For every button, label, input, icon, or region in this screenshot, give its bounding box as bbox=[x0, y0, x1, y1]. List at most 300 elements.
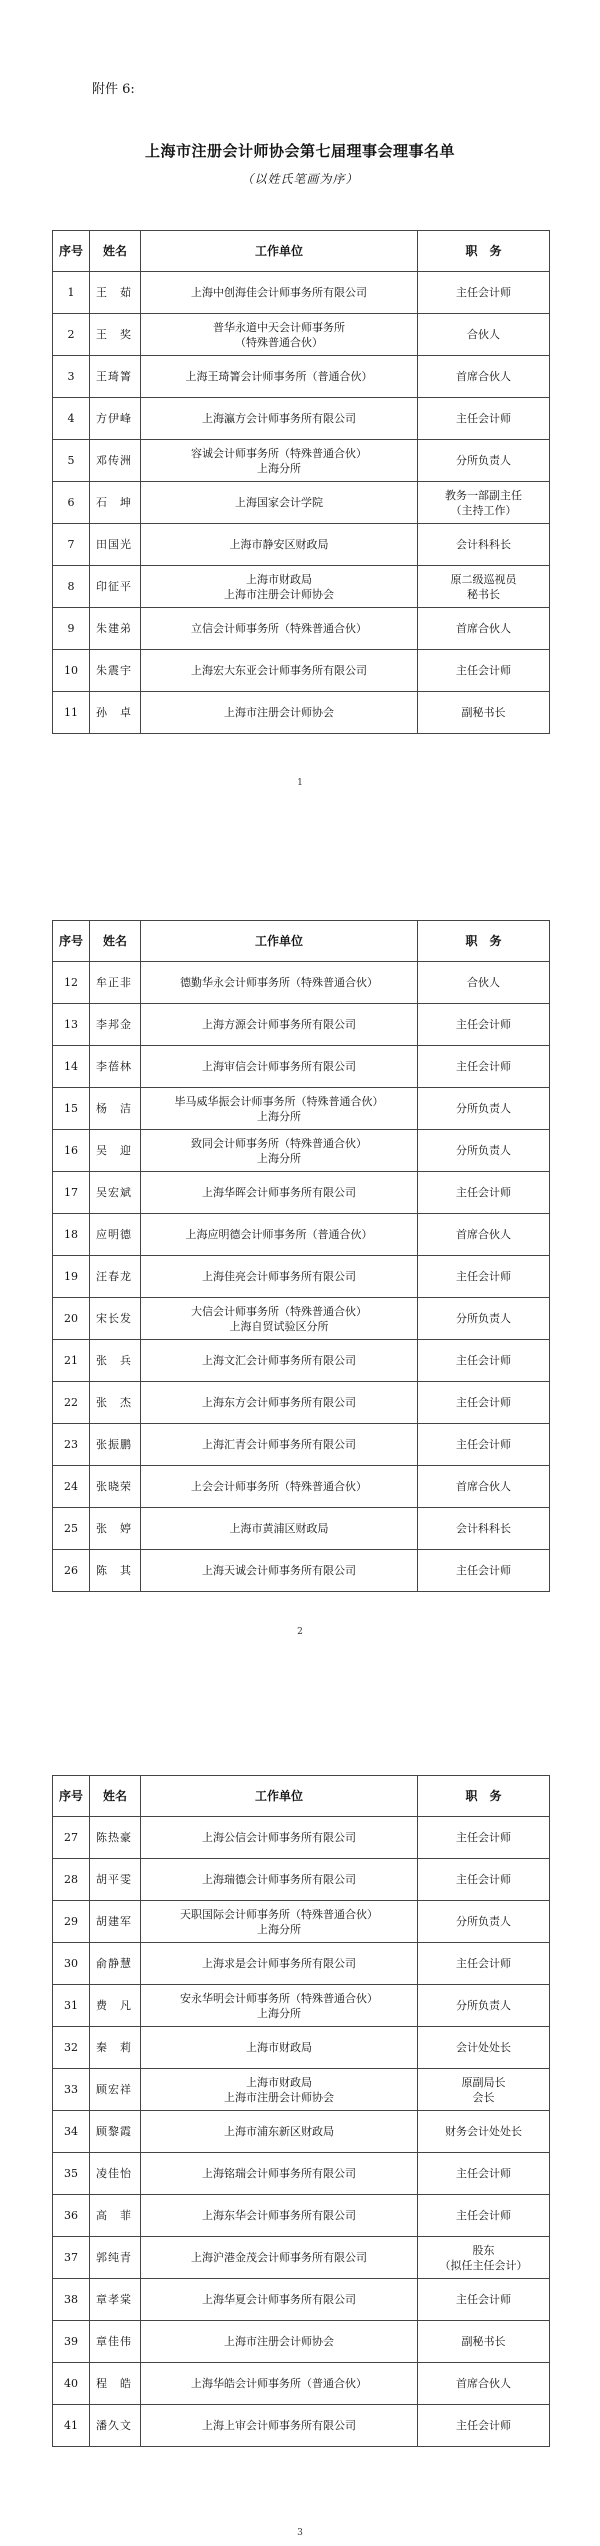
unit-line: 上海分所 bbox=[257, 1109, 301, 1123]
cell-unit bbox=[141, 356, 418, 398]
cell-no: 34 bbox=[53, 2111, 90, 2153]
cell-position bbox=[418, 2279, 550, 2321]
position-line: 主任会计师 bbox=[456, 1564, 511, 1577]
cell-name: 张 杰 bbox=[90, 1382, 141, 1424]
position-line: 主任会计师 bbox=[456, 1831, 511, 1844]
cell-position bbox=[418, 1817, 550, 1859]
position-line: 教务一部副主任 bbox=[445, 488, 522, 502]
cell-name: 郭纯青 bbox=[90, 2237, 141, 2279]
cell-name: 胡平雯 bbox=[90, 1859, 141, 1901]
cell-no: 36 bbox=[53, 2195, 90, 2237]
cell-no: 38 bbox=[53, 2279, 90, 2321]
table-row bbox=[53, 1466, 550, 1508]
cell-name: 秦 莉 bbox=[90, 2027, 141, 2069]
unit-line: 上海市黄浦区财政局 bbox=[229, 1522, 329, 1535]
cell-unit bbox=[141, 1256, 418, 1298]
table-row bbox=[53, 398, 550, 440]
roster-table-page-1 bbox=[52, 230, 550, 734]
cell-unit bbox=[141, 314, 418, 356]
cell-name: 顾宏祥 bbox=[90, 2069, 141, 2111]
position-line: 会长 bbox=[472, 2090, 495, 2104]
unit-line: 上海沪港金茂会计师事务所有限公司 bbox=[191, 2251, 367, 2264]
position-line: 合伙人 bbox=[467, 328, 500, 341]
cell-unit bbox=[141, 1550, 418, 1592]
unit-line: 致同会计师事务所（特殊普通合伙） bbox=[191, 1136, 367, 1150]
unit-line: 上海瑞德会计师事务所有限公司 bbox=[202, 1873, 356, 1886]
cell-unit bbox=[141, 1214, 418, 1256]
table-row bbox=[53, 2237, 550, 2279]
cell-name: 胡建军 bbox=[90, 1901, 141, 1943]
position-line: 副秘书长 bbox=[461, 2335, 506, 2348]
page-number: 2 bbox=[297, 1627, 303, 1637]
unit-line: 上海方源会计师事务所有限公司 bbox=[202, 1018, 356, 1031]
cell-position bbox=[418, 2027, 550, 2069]
cell-unit bbox=[141, 1817, 418, 1859]
table-row bbox=[53, 1901, 550, 1943]
position-line: 原副局长 bbox=[461, 2075, 506, 2089]
position-line: 主任会计师 bbox=[456, 1354, 511, 1367]
cell-position bbox=[418, 650, 550, 692]
cell-position bbox=[418, 2069, 550, 2111]
table-row bbox=[53, 2405, 550, 2447]
cell-no: 9 bbox=[53, 608, 90, 650]
unit-line: 上海市浦东新区财政局 bbox=[224, 2125, 334, 2138]
unit-line: 上海市财政局 bbox=[246, 572, 312, 586]
cell-unit bbox=[141, 2279, 418, 2321]
position-line: 主任会计师 bbox=[456, 1438, 511, 1451]
cell-name: 孙 卓 bbox=[90, 692, 141, 734]
unit-line: 上海汇青会计师事务所有限公司 bbox=[202, 1438, 356, 1451]
position-line: 秘书长 bbox=[467, 587, 500, 601]
cell-unit bbox=[141, 482, 418, 524]
position-line: 原二级巡视员 bbox=[450, 572, 517, 586]
table-row bbox=[53, 2195, 550, 2237]
cell-no: 21 bbox=[53, 1340, 90, 1382]
unit-line: 上海分所 bbox=[257, 461, 301, 475]
table-row bbox=[53, 1172, 550, 1214]
cell-unit bbox=[141, 2069, 418, 2111]
position-line: 主任会计师 bbox=[456, 286, 511, 299]
cell-no: 30 bbox=[53, 1943, 90, 1985]
position-line: 财务会计处处长 bbox=[445, 2125, 522, 2138]
cell-position bbox=[418, 2321, 550, 2363]
unit-line: 上海华晖会计师事务所有限公司 bbox=[202, 1186, 356, 1199]
unit-line: 上海市财政局 bbox=[246, 2075, 312, 2089]
table-row bbox=[53, 2153, 550, 2195]
cell-position bbox=[418, 272, 550, 314]
cell-unit bbox=[141, 1004, 418, 1046]
table-row bbox=[53, 1046, 550, 1088]
position-line: 分所负责人 bbox=[456, 1144, 511, 1157]
cell-no: 17 bbox=[53, 1172, 90, 1214]
table-row bbox=[53, 1424, 550, 1466]
unit-line: 天职国际会计师事务所（特殊普通合伙） bbox=[180, 1907, 378, 1921]
unit-line: 上海分所 bbox=[257, 1922, 301, 1936]
unit-line: 上海分所 bbox=[257, 1151, 301, 1165]
unit-line: （特殊普通合伙） bbox=[235, 335, 323, 349]
cell-no: 11 bbox=[53, 692, 90, 734]
attachment-label: 附件 6: bbox=[92, 82, 135, 97]
position-line: 股东 bbox=[472, 2243, 495, 2257]
position-line: 主任会计师 bbox=[456, 2167, 511, 2180]
cell-no: 41 bbox=[53, 2405, 90, 2447]
cell-name: 邓传洲 bbox=[90, 440, 141, 482]
cell-no: 39 bbox=[53, 2321, 90, 2363]
cell-position bbox=[418, 1046, 550, 1088]
cell-name: 吴宏斌 bbox=[90, 1172, 141, 1214]
unit-line: 上海自贸试验区分所 bbox=[229, 1319, 329, 1333]
cell-name: 吴 迎 bbox=[90, 1130, 141, 1172]
unit-line: 上海东华会计师事务所有限公司 bbox=[202, 2209, 356, 2222]
table-header-row bbox=[53, 921, 550, 962]
position-line: 主任会计师 bbox=[456, 664, 511, 677]
cell-name: 宋长发 bbox=[90, 1298, 141, 1340]
unit-line: 上海市注册会计师协会 bbox=[224, 2335, 334, 2348]
cell-unit bbox=[141, 1424, 418, 1466]
header-no: 序号 bbox=[53, 921, 90, 962]
position-line: 副秘书长 bbox=[461, 706, 506, 719]
unit-line: 德勤华永会计师事务所（特殊普通合伙） bbox=[180, 976, 378, 989]
header-position: 职 务 bbox=[418, 921, 550, 962]
table-row bbox=[53, 566, 550, 608]
position-line: 分所负责人 bbox=[456, 1102, 511, 1115]
table-row bbox=[53, 1382, 550, 1424]
unit-line: 上海华皓会计师事务所（普通合伙） bbox=[191, 2377, 367, 2390]
header-name: 姓名 bbox=[90, 1776, 141, 1817]
unit-line: 安永华明会计师事务所（特殊普通合伙） bbox=[180, 1991, 378, 2005]
cell-no: 15 bbox=[53, 1088, 90, 1130]
cell-no: 26 bbox=[53, 1550, 90, 1592]
cell-unit bbox=[141, 2237, 418, 2279]
unit-line: 上海华夏会计师事务所有限公司 bbox=[202, 2293, 356, 2306]
cell-name: 张振鹏 bbox=[90, 1424, 141, 1466]
cell-unit bbox=[141, 524, 418, 566]
table-header-row bbox=[53, 231, 550, 272]
unit-line: 上海市财政局 bbox=[246, 2041, 312, 2054]
position-line: 首席合伙人 bbox=[456, 1228, 511, 1241]
cell-name: 程 皓 bbox=[90, 2363, 141, 2405]
unit-line: 上海文汇会计师事务所有限公司 bbox=[202, 1354, 356, 1367]
position-line: 主任会计师 bbox=[456, 412, 511, 425]
cell-no: 23 bbox=[53, 1424, 90, 1466]
cell-no: 29 bbox=[53, 1901, 90, 1943]
cell-position bbox=[418, 1466, 550, 1508]
cell-no: 27 bbox=[53, 1817, 90, 1859]
position-line: 分所负责人 bbox=[456, 1915, 511, 1928]
unit-line: 普华永道中天会计师事务所 bbox=[213, 320, 345, 334]
cell-position bbox=[418, 482, 550, 524]
unit-line: 上海市静安区财政局 bbox=[229, 538, 329, 551]
unit-line: 上海求是会计师事务所有限公司 bbox=[202, 1957, 356, 1970]
cell-position bbox=[418, 2111, 550, 2153]
table-row bbox=[53, 524, 550, 566]
unit-line: 上海天诚会计师事务所有限公司 bbox=[202, 1564, 356, 1577]
position-line: 首席合伙人 bbox=[456, 1480, 511, 1493]
roster-body bbox=[53, 1817, 550, 2447]
position-line: 主任会计师 bbox=[456, 1018, 511, 1031]
cell-name: 田国光 bbox=[90, 524, 141, 566]
position-line: 分所负责人 bbox=[456, 1999, 511, 2012]
cell-name: 陈热豪 bbox=[90, 1817, 141, 1859]
cell-no: 18 bbox=[53, 1214, 90, 1256]
cell-unit bbox=[141, 962, 418, 1004]
unit-line: 上海王琦箐会计师事务所（普通合伙） bbox=[185, 370, 373, 383]
cell-unit bbox=[141, 1943, 418, 1985]
cell-position bbox=[418, 692, 550, 734]
cell-name: 王 奖 bbox=[90, 314, 141, 356]
cell-name: 朱震宇 bbox=[90, 650, 141, 692]
position-line: 主任会计师 bbox=[456, 1270, 511, 1283]
cell-position bbox=[418, 314, 550, 356]
cell-unit bbox=[141, 2195, 418, 2237]
cell-name: 李蓓林 bbox=[90, 1046, 141, 1088]
header-no: 序号 bbox=[53, 231, 90, 272]
unit-line: 上海瀛方会计师事务所有限公司 bbox=[202, 412, 356, 425]
cell-position bbox=[418, 1214, 550, 1256]
cell-unit bbox=[141, 440, 418, 482]
cell-position bbox=[418, 1943, 550, 1985]
unit-line: 上海佳亮会计师事务所有限公司 bbox=[202, 1270, 356, 1283]
cell-no: 22 bbox=[53, 1382, 90, 1424]
cell-no: 10 bbox=[53, 650, 90, 692]
cell-unit bbox=[141, 2321, 418, 2363]
cell-name: 高 菲 bbox=[90, 2195, 141, 2237]
unit-line: 大信会计师事务所（特殊普通合伙） bbox=[191, 1304, 367, 1318]
cell-unit bbox=[141, 1382, 418, 1424]
cell-no: 32 bbox=[53, 2027, 90, 2069]
header-unit: 工作单位 bbox=[141, 231, 418, 272]
cell-position bbox=[418, 1424, 550, 1466]
cell-position bbox=[418, 1130, 550, 1172]
table-row bbox=[53, 440, 550, 482]
unit-line: 上海应明德会计师事务所（普通合伙） bbox=[185, 1228, 373, 1241]
table-row bbox=[53, 2069, 550, 2111]
position-line: 主任会计师 bbox=[456, 1957, 511, 1970]
position-line: （主持工作） bbox=[450, 503, 517, 517]
cell-unit bbox=[141, 1466, 418, 1508]
position-line: 合伙人 bbox=[467, 976, 500, 989]
position-line: 会计科科长 bbox=[456, 1522, 511, 1535]
cell-unit bbox=[141, 1340, 418, 1382]
cell-unit bbox=[141, 1130, 418, 1172]
cell-position bbox=[418, 1340, 550, 1382]
cell-name: 陈 其 bbox=[90, 1550, 141, 1592]
unit-line: 上会会计师事务所（特殊普通合伙） bbox=[191, 1480, 367, 1493]
roster-table-page-3 bbox=[52, 1775, 550, 2447]
cell-name: 章孝棠 bbox=[90, 2279, 141, 2321]
cell-position bbox=[418, 1550, 550, 1592]
roster-body bbox=[53, 272, 550, 734]
cell-unit bbox=[141, 2405, 418, 2447]
cell-no: 16 bbox=[53, 1130, 90, 1172]
cell-name: 张 兵 bbox=[90, 1340, 141, 1382]
position-line: 首席合伙人 bbox=[456, 370, 511, 383]
unit-line: 上海国家会计学院 bbox=[235, 496, 323, 509]
cell-name: 朱建弟 bbox=[90, 608, 141, 650]
cell-unit bbox=[141, 272, 418, 314]
cell-no: 4 bbox=[53, 398, 90, 440]
cell-name: 汪春龙 bbox=[90, 1256, 141, 1298]
cell-no: 13 bbox=[53, 1004, 90, 1046]
cell-unit bbox=[141, 2111, 418, 2153]
cell-no: 3 bbox=[53, 356, 90, 398]
cell-unit bbox=[141, 650, 418, 692]
position-line: 主任会计师 bbox=[456, 1873, 511, 1886]
cell-name: 王琦箐 bbox=[90, 356, 141, 398]
cell-position bbox=[418, 1985, 550, 2027]
cell-no: 28 bbox=[53, 1859, 90, 1901]
table-row bbox=[53, 1340, 550, 1382]
table-row bbox=[53, 2027, 550, 2069]
unit-line: 容诚会计师事务所（特殊普通合伙） bbox=[191, 446, 367, 460]
cell-name: 费 凡 bbox=[90, 1985, 141, 2027]
cell-unit bbox=[141, 566, 418, 608]
cell-name: 印征平 bbox=[90, 566, 141, 608]
cell-unit bbox=[141, 1298, 418, 1340]
cell-position bbox=[418, 566, 550, 608]
unit-line: 上海审信会计师事务所有限公司 bbox=[202, 1060, 356, 1073]
cell-position bbox=[418, 1382, 550, 1424]
cell-position bbox=[418, 2195, 550, 2237]
cell-no: 8 bbox=[53, 566, 90, 608]
cell-name: 俞静慧 bbox=[90, 1943, 141, 1985]
cell-no: 7 bbox=[53, 524, 90, 566]
unit-line: 立信会计师事务所（特殊普通合伙） bbox=[191, 622, 367, 635]
cell-name: 方伊峰 bbox=[90, 398, 141, 440]
cell-position bbox=[418, 398, 550, 440]
position-line: 分所负责人 bbox=[456, 1312, 511, 1325]
table-row bbox=[53, 1985, 550, 2027]
cell-no: 40 bbox=[53, 2363, 90, 2405]
table-row bbox=[53, 650, 550, 692]
position-line: 会计科科长 bbox=[456, 538, 511, 551]
unit-line: 上海中创海佳会计师事务所有限公司 bbox=[191, 286, 367, 299]
cell-name: 顾黎霞 bbox=[90, 2111, 141, 2153]
header-position: 职 务 bbox=[418, 1776, 550, 1817]
cell-unit bbox=[141, 692, 418, 734]
cell-name: 章佳伟 bbox=[90, 2321, 141, 2363]
table-row bbox=[53, 1004, 550, 1046]
cell-no: 1 bbox=[53, 272, 90, 314]
table-row bbox=[53, 1130, 550, 1172]
cell-position bbox=[418, 2363, 550, 2405]
unit-line: 上海上审会计师事务所有限公司 bbox=[202, 2419, 356, 2432]
cell-position bbox=[418, 2405, 550, 2447]
cell-unit bbox=[141, 2027, 418, 2069]
cell-position bbox=[418, 2237, 550, 2279]
cell-unit bbox=[141, 1088, 418, 1130]
cell-name: 应明德 bbox=[90, 1214, 141, 1256]
table-row bbox=[53, 314, 550, 356]
cell-position bbox=[418, 1256, 550, 1298]
cell-position bbox=[418, 608, 550, 650]
unit-line: 毕马威华振会计师事务所（特殊普通合伙） bbox=[174, 1094, 384, 1108]
cell-no: 25 bbox=[53, 1508, 90, 1550]
table-row bbox=[53, 1550, 550, 1592]
position-line: 主任会计师 bbox=[456, 2209, 511, 2222]
unit-line: 上海铭瑞会计师事务所有限公司 bbox=[202, 2167, 356, 2180]
position-line: （拟任主任会计） bbox=[439, 2258, 528, 2272]
position-line: 首席合伙人 bbox=[456, 622, 511, 635]
roster-table-page-2 bbox=[52, 920, 550, 1592]
table-header-row bbox=[53, 1776, 550, 1817]
cell-no: 20 bbox=[53, 1298, 90, 1340]
cell-name: 凌佳怡 bbox=[90, 2153, 141, 2195]
table-row bbox=[53, 482, 550, 524]
document-title: 上海市注册会计师协会第七届理事会理事名单 bbox=[144, 142, 455, 160]
position-line: 主任会计师 bbox=[456, 2293, 511, 2306]
unit-line: 上海市注册会计师协会 bbox=[224, 706, 334, 719]
cell-unit bbox=[141, 1508, 418, 1550]
cell-position bbox=[418, 440, 550, 482]
cell-unit bbox=[141, 608, 418, 650]
position-line: 首席合伙人 bbox=[456, 2377, 511, 2390]
table-row bbox=[53, 608, 550, 650]
cell-unit bbox=[141, 2363, 418, 2405]
unit-line: 上海市注册会计师协会 bbox=[224, 587, 334, 601]
cell-name: 李邦金 bbox=[90, 1004, 141, 1046]
cell-name: 牟正非 bbox=[90, 962, 141, 1004]
cell-position bbox=[418, 356, 550, 398]
table-row bbox=[53, 1508, 550, 1550]
cell-name: 王 茹 bbox=[90, 272, 141, 314]
cell-position bbox=[418, 1088, 550, 1130]
unit-line: 上海公信会计师事务所有限公司 bbox=[202, 1831, 356, 1844]
cell-position bbox=[418, 1508, 550, 1550]
table-row bbox=[53, 2321, 550, 2363]
position-line: 主任会计师 bbox=[456, 2419, 511, 2432]
cell-position bbox=[418, 1298, 550, 1340]
cell-name: 张 婷 bbox=[90, 1508, 141, 1550]
cell-unit bbox=[141, 1901, 418, 1943]
cell-no: 12 bbox=[53, 962, 90, 1004]
table-row bbox=[53, 2111, 550, 2153]
cell-position bbox=[418, 1172, 550, 1214]
unit-line: 上海宏大东亚会计师事务所有限公司 bbox=[191, 664, 367, 677]
table-row bbox=[53, 356, 550, 398]
table-row bbox=[53, 692, 550, 734]
table-row bbox=[53, 2363, 550, 2405]
cell-position bbox=[418, 1004, 550, 1046]
header-no: 序号 bbox=[53, 1776, 90, 1817]
table-row bbox=[53, 272, 550, 314]
document-subtitle: （以姓氏笔画为序） bbox=[241, 172, 359, 186]
table-row bbox=[53, 1298, 550, 1340]
cell-no: 33 bbox=[53, 2069, 90, 2111]
cell-position bbox=[418, 2153, 550, 2195]
cell-unit bbox=[141, 1985, 418, 2027]
position-line: 主任会计师 bbox=[456, 1060, 511, 1073]
cell-unit bbox=[141, 2153, 418, 2195]
table-row bbox=[53, 1943, 550, 1985]
page-number: 1 bbox=[297, 778, 303, 788]
table-row bbox=[53, 1859, 550, 1901]
cell-unit bbox=[141, 1859, 418, 1901]
header-unit: 工作单位 bbox=[141, 921, 418, 962]
cell-no: 24 bbox=[53, 1466, 90, 1508]
cell-position bbox=[418, 1901, 550, 1943]
cell-unit bbox=[141, 1046, 418, 1088]
unit-line: 上海东方会计师事务所有限公司 bbox=[202, 1396, 356, 1409]
unit-line: 上海分所 bbox=[257, 2006, 301, 2020]
roster-body bbox=[53, 962, 550, 1592]
page-number: 3 bbox=[297, 2528, 303, 2538]
table-row bbox=[53, 2279, 550, 2321]
header-position: 职 务 bbox=[418, 231, 550, 272]
cell-position bbox=[418, 962, 550, 1004]
cell-no: 35 bbox=[53, 2153, 90, 2195]
cell-unit bbox=[141, 398, 418, 440]
